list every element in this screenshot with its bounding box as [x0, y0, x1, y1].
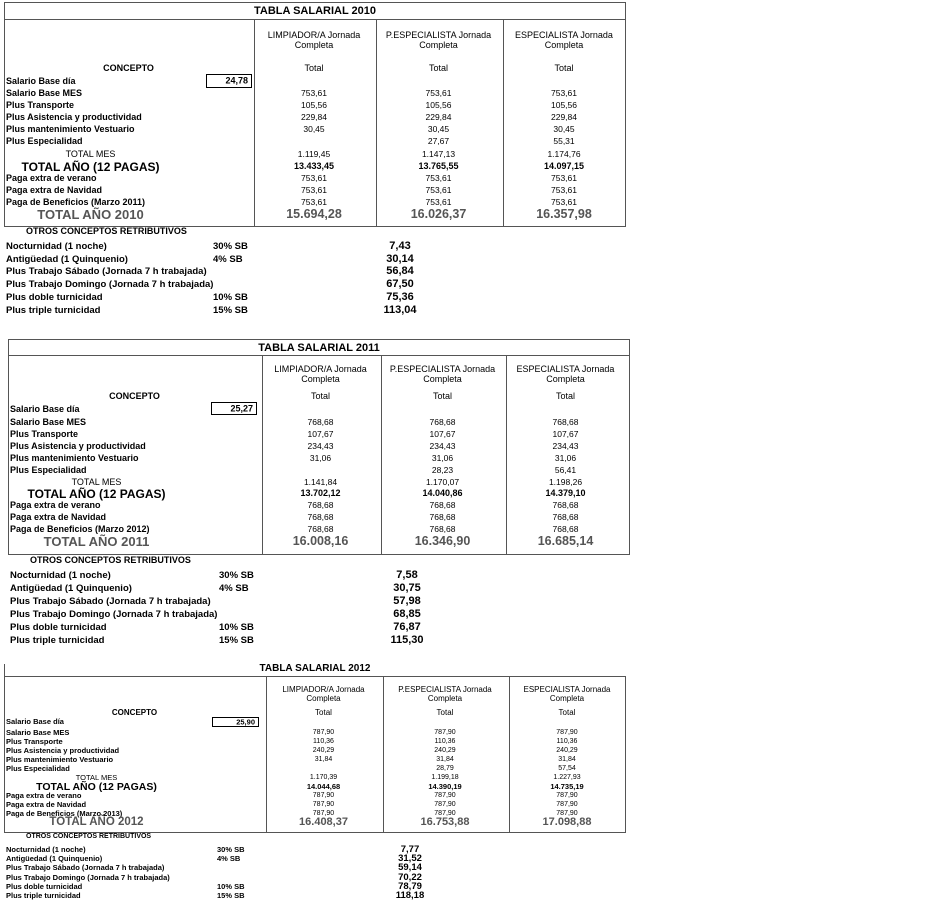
- other-concept-label: Plus doble turnicidad: [6, 291, 103, 303]
- other-concept-label: Plus triple turnicidad: [10, 635, 105, 646]
- salary-base-day-label: Salario Base día: [10, 404, 80, 414]
- row-value: 31,06: [554, 452, 577, 463]
- row-value: 13.702,12: [300, 488, 341, 499]
- other-concept-label: Plus Trabajo Domingo (Jornada 7 h trabajada): [6, 279, 214, 291]
- row-value: 1.198,26: [548, 476, 583, 487]
- column-total-label: Total: [315, 708, 332, 717]
- row-value: 768,68: [552, 500, 579, 511]
- row-value: 16.008,16: [292, 534, 349, 548]
- row-value: 1.227,93: [553, 773, 581, 781]
- column-divider: [254, 20, 255, 226]
- row-value: 27,67: [427, 136, 450, 147]
- other-concept-value: 115,30: [390, 634, 424, 646]
- column-total-label: Total: [432, 391, 452, 401]
- row-value: 105,56: [425, 100, 452, 111]
- row-value: 229,84: [301, 112, 327, 123]
- other-concept-percent: 4% SB: [213, 253, 243, 265]
- salary-base-day-value: 25,90: [236, 717, 255, 727]
- other-concept-label: Plus doble turnicidad: [10, 622, 107, 633]
- other-concept-value: 118,18: [395, 890, 425, 901]
- column-divider: [503, 20, 504, 226]
- row-value: 14.097,15: [543, 160, 585, 171]
- row-label: Plus Asistencia y productividad: [6, 112, 142, 123]
- other-concept-percent: 4% SB: [217, 854, 241, 864]
- row-value: 753,61: [301, 184, 327, 195]
- row-value: 1.174,76: [547, 148, 581, 159]
- row-value: 787,90: [312, 809, 335, 817]
- row-label: Paga de Beneficios (Marzo 2011): [6, 196, 146, 207]
- row-value: 14.379,10: [545, 488, 586, 499]
- row-value: 30,45: [553, 124, 575, 135]
- row-label: Plus mantenimiento Vestuario: [6, 754, 114, 764]
- other-concept-label: Antigüedad (1 Quinquenio): [10, 583, 132, 594]
- other-concept-label: Plus triple turnicidad: [6, 891, 81, 900]
- row-value: 13.433,45: [293, 160, 335, 171]
- salary-base-day-box: [211, 402, 257, 415]
- salary-base-day-label: Salario Base día: [6, 76, 76, 86]
- row-value: 768,68: [552, 417, 579, 427]
- row-label: Plus Asistencia y productividad: [6, 745, 120, 755]
- row-value: 16.408,37: [299, 815, 348, 828]
- row-value: 787,90: [434, 729, 456, 736]
- row-label: Paga extra de verano: [10, 500, 101, 511]
- other-concept-value: 30,14: [386, 252, 414, 265]
- other-concept-value: 7,77: [400, 844, 420, 855]
- other-concepts-title: OTROS CONCEPTOS RETRIBUTIVOS: [30, 555, 191, 565]
- row-value: 787,90: [312, 729, 335, 736]
- salary-base-day-box: [206, 74, 252, 88]
- other-concept-label: Plus Trabajo Sábado (Jornada 7 h trabajada): [6, 266, 207, 278]
- row-value: 753,61: [425, 88, 452, 98]
- row-value: 787,90: [434, 791, 456, 799]
- row-value: 787,90: [556, 791, 578, 799]
- other-concept-label: Plus doble turnicidad: [6, 881, 83, 891]
- other-concept-percent: 10% SB: [213, 291, 248, 303]
- row-value: 1.170,07: [425, 476, 460, 487]
- row-value: 30,45: [303, 124, 325, 135]
- column-header: P.ESPECIALISTA Jornada Completa: [398, 685, 492, 704]
- column-header: LIMPIADOR/A Jornada Completa: [282, 685, 365, 704]
- other-concepts-title: OTROS CONCEPTOS RETRIBUTIVOS: [26, 833, 152, 840]
- row-value: 768,68: [552, 512, 579, 523]
- row-label: Plus Transporte: [10, 428, 79, 439]
- row-value: 16.685,14: [537, 534, 594, 548]
- row-value: 787,90: [556, 729, 578, 736]
- row-value: 768,68: [307, 524, 334, 535]
- row-label: TOTAL AÑO 2011: [43, 534, 150, 549]
- row-value: 234,43: [552, 440, 579, 451]
- row-value: 1.141,84: [303, 476, 338, 487]
- row-value: 16.357,98: [536, 207, 592, 221]
- other-concept-label: Plus Trabajo Domingo (Jornada 7 h trabajada): [6, 872, 170, 882]
- column-total-label: Total: [436, 708, 454, 717]
- row-value: 229,84: [425, 112, 452, 123]
- column-total-label: Total: [558, 708, 576, 717]
- other-concept-value: 57,98: [393, 595, 421, 607]
- other-concept-label: Plus Trabajo Sábado (Jornada 7 h trabajada): [10, 596, 211, 607]
- column-divider: [376, 20, 377, 226]
- row-value: 768,68: [429, 417, 456, 427]
- row-label: Paga de Beneficios (Marzo 2013): [6, 808, 123, 818]
- row-value: 787,90: [556, 809, 578, 817]
- table-title: TABLA SALARIAL 2012: [259, 663, 371, 674]
- row-label: Paga extra de Navidad: [10, 512, 107, 523]
- row-label: Paga extra de Navidad: [6, 799, 87, 809]
- row-value: 107,67: [552, 428, 579, 439]
- row-value: 16.753,88: [420, 815, 470, 828]
- row-label: Paga extra de verano: [6, 172, 97, 183]
- row-value: 753,61: [425, 172, 452, 183]
- other-concept-label: Nocturnidad (1 noche): [10, 570, 111, 581]
- row-value: 768,68: [307, 417, 334, 427]
- row-value: 768,68: [429, 524, 456, 535]
- other-concept-label: Plus Trabajo Domingo (Jornada 7 h trabajada): [10, 609, 218, 620]
- concept-label: CONCEPTO: [111, 708, 158, 717]
- other-concept-value: 30,75: [393, 582, 421, 594]
- row-value: 240,29: [312, 746, 335, 754]
- row-value: 753,61: [301, 172, 327, 183]
- row-value: 240,29: [556, 746, 578, 754]
- column-header: LIMPIADOR/A Jornada Completa: [274, 364, 367, 385]
- row-value: 753,61: [551, 88, 577, 98]
- salary-base-day-value: 24,78: [225, 75, 248, 86]
- row-value: 1.199,18: [431, 773, 459, 781]
- row-label: TOTAL AÑO 2010: [37, 207, 144, 222]
- other-concept-value: 70,22: [398, 871, 422, 883]
- row-value: 14.735,19: [550, 781, 584, 791]
- row-label: Plus mantenimiento Vestuario: [6, 124, 135, 135]
- row-value: 753,61: [301, 196, 327, 207]
- row-value: 753,61: [551, 184, 577, 195]
- row-label: Plus Especialidad: [6, 763, 70, 773]
- column-total-label: Total: [554, 63, 574, 73]
- row-value: 28,79: [436, 764, 454, 772]
- row-value: 28,23: [431, 464, 454, 475]
- row-label: TOTAL AÑO 2012: [49, 815, 144, 828]
- other-concept-value: 31,52: [398, 853, 422, 865]
- row-label: Plus Especialidad: [10, 464, 87, 475]
- row-label: Paga extra de verano: [6, 790, 82, 800]
- row-value: 13.765,55: [418, 160, 459, 171]
- row-label: Paga extra de Navidad: [6, 184, 103, 195]
- other-concept-label: Plus triple turnicidad: [6, 304, 101, 316]
- row-value: 14.390,19: [428, 781, 462, 791]
- row-value: 753,61: [551, 196, 577, 207]
- other-concept-percent: 4% SB: [219, 583, 249, 594]
- row-label: Plus Asistencia y productividad: [10, 440, 146, 451]
- other-concept-percent: 10% SB: [219, 622, 254, 633]
- salary-base-day-value: 25,27: [230, 403, 253, 413]
- other-concept-percent: 30% SB: [213, 241, 248, 252]
- row-value: 753,61: [551, 172, 577, 183]
- other-concept-value: 68,85: [393, 608, 421, 620]
- concept-label: CONCEPTO: [109, 391, 160, 401]
- row-value: 768,68: [307, 512, 334, 523]
- row-label: Salario Base MES: [10, 417, 87, 427]
- other-concept-percent: 15% SB: [219, 635, 254, 646]
- row-value: 753,61: [425, 184, 452, 195]
- row-label: Plus mantenimiento Vestuario: [10, 452, 139, 463]
- row-value: 31,06: [431, 452, 454, 463]
- column-total-label: Total: [304, 63, 324, 73]
- column-total-label: Total: [428, 63, 448, 73]
- other-concept-value: 7,43: [389, 240, 411, 252]
- row-label: TOTAL AÑO (12 PAGAS): [27, 487, 166, 502]
- other-concept-value: 67,50: [386, 278, 414, 291]
- column-header: P.ESPECIALISTA Jornada Completa: [385, 30, 492, 51]
- column-header: ESPECIALISTA Jornada Completa: [523, 685, 611, 704]
- row-value: 107,67: [429, 428, 456, 439]
- column-header: LIMPIADOR/A Jornada Completa: [267, 30, 361, 51]
- row-label: Plus Transporte: [6, 100, 75, 111]
- column-total-label: Total: [555, 391, 575, 401]
- other-concept-label: Nocturnidad (1 noche): [6, 241, 107, 252]
- row-value: 787,90: [556, 800, 578, 808]
- other-concept-percent: 30% SB: [219, 570, 254, 581]
- row-value: 105,56: [301, 100, 327, 111]
- row-value: 234,43: [307, 440, 334, 451]
- row-value: 1.119,45: [297, 148, 331, 159]
- row-value: 110,36: [556, 737, 578, 745]
- other-concept-value: 56,84: [386, 265, 414, 278]
- row-label: TOTAL MES: [75, 772, 118, 782]
- row-value: 17.098,88: [542, 815, 592, 828]
- concept-label: CONCEPTO: [103, 63, 154, 73]
- row-label: Paga de Beneficios (Marzo 2012): [10, 524, 150, 535]
- row-value: 31,84: [558, 755, 576, 763]
- row-value: 15.694,28: [286, 207, 342, 221]
- salary-base-day-label: Salario Base día: [6, 717, 64, 726]
- other-concept-value: 113,04: [383, 303, 417, 316]
- row-value: 14.040,86: [422, 488, 463, 499]
- row-value: 16.026,37: [410, 207, 467, 221]
- column-total-label: Total: [310, 391, 330, 401]
- row-value: 31,06: [309, 452, 332, 463]
- row-value: 753,61: [301, 88, 327, 98]
- row-value: 787,90: [434, 800, 456, 808]
- column-header: P.ESPECIALISTA Jornada Completa: [389, 364, 496, 385]
- row-value: 110,36: [313, 737, 334, 745]
- other-concept-label: Antigüedad (1 Quinquenio): [6, 854, 103, 864]
- other-concept-value: 76,87: [393, 621, 421, 633]
- row-value: 1.170,39: [309, 773, 338, 781]
- row-value: 787,90: [434, 809, 456, 817]
- other-concepts-title: OTROS CONCEPTOS RETRIBUTIVOS: [26, 226, 187, 236]
- row-label: TOTAL AÑO (12 PAGAS): [36, 780, 157, 793]
- other-concept-label: Plus Trabajo Sábado (Jornada 7 h trabajada): [6, 863, 165, 873]
- row-value: 234,43: [429, 440, 456, 451]
- row-value: 753,61: [425, 196, 452, 207]
- other-concept-percent: 30% SB: [217, 845, 245, 854]
- row-value: 14.044,68: [306, 781, 341, 791]
- row-value: 105,56: [551, 100, 577, 111]
- row-value: 787,90: [312, 791, 335, 799]
- column-header: ESPECIALISTA Jornada Completa: [516, 364, 615, 385]
- row-value: 31,84: [314, 755, 333, 763]
- other-concept-percent: 15% SB: [217, 891, 245, 900]
- row-value: 768,68: [552, 524, 579, 535]
- row-label: TOTAL MES: [71, 476, 122, 487]
- row-label: TOTAL AÑO (12 PAGAS): [21, 159, 160, 174]
- row-label: Salario Base MES: [6, 88, 83, 98]
- other-concept-value: 7,58: [396, 569, 418, 581]
- row-value: 768,68: [307, 500, 334, 511]
- salary-base-day-box: [212, 717, 259, 727]
- row-value: 16.346,90: [414, 534, 471, 548]
- row-value: 768,68: [429, 500, 456, 511]
- row-value: 1.147,13: [421, 148, 456, 159]
- title-left-tick: [4, 664, 5, 676]
- table-title: TABLA SALARIAL 2010: [5, 3, 625, 20]
- other-concept-value: 78,79: [398, 880, 422, 892]
- row-value: 107,67: [307, 428, 334, 439]
- row-value: 31,84: [436, 755, 454, 763]
- row-value: 787,90: [312, 800, 335, 808]
- other-concept-percent: 15% SB: [213, 304, 248, 316]
- other-concept-percent: 10% SB: [217, 881, 245, 891]
- row-value: 56,41: [554, 464, 577, 475]
- row-label: Salario Base MES: [6, 728, 70, 737]
- row-value: 30,45: [427, 124, 450, 135]
- row-value: 229,84: [551, 112, 577, 123]
- other-concept-label: Nocturnidad (1 noche): [6, 845, 86, 854]
- row-label: TOTAL MES: [65, 148, 116, 159]
- other-concept-value: 59,14: [398, 862, 422, 874]
- other-concept-value: 75,36: [386, 290, 414, 303]
- row-label: Plus Transporte: [6, 736, 63, 746]
- row-value: 55,31: [553, 136, 575, 147]
- row-value: 57,54: [558, 764, 576, 772]
- other-concept-label: Antigüedad (1 Quinquenio): [6, 253, 128, 265]
- row-label: Plus Especialidad: [6, 136, 83, 147]
- table-title: TABLA SALARIAL 2011: [9, 340, 629, 356]
- row-value: 768,68: [429, 512, 456, 523]
- column-header: ESPECIALISTA Jornada Completa: [515, 30, 613, 51]
- row-value: 240,29: [434, 746, 456, 754]
- row-value: 110,36: [434, 737, 456, 745]
